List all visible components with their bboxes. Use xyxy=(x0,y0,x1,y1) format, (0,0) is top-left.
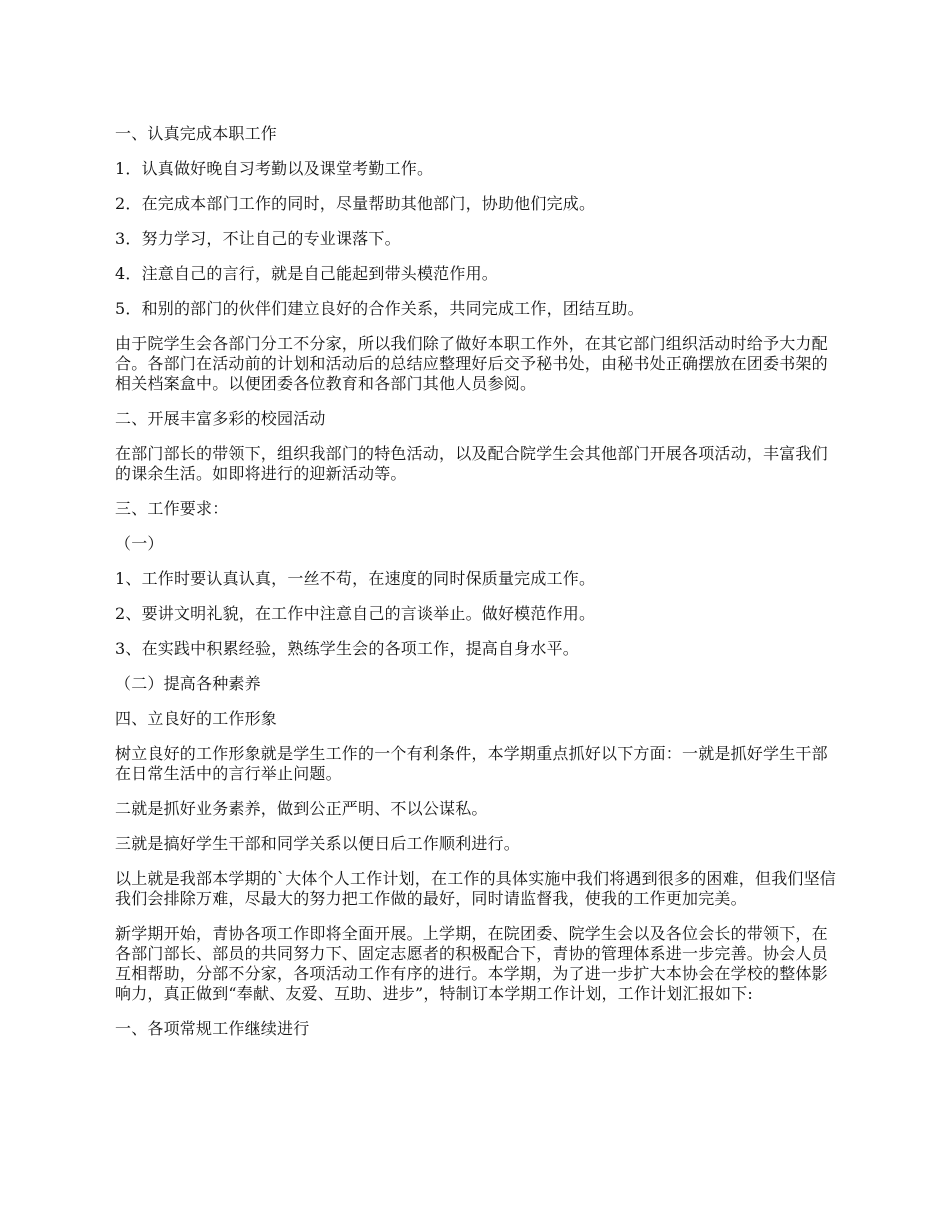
paragraph-image: 树立良好的工作形象就是学生工作的一个有利条件，本学期重点抓好以下方面：一就是抓好学生干部在日常生活中的言行举止问题。 xyxy=(115,744,828,783)
heading-4: 四、立良好的工作形象 xyxy=(115,709,278,728)
paragraph-summary: 以上就是我部本学期的`大体个人工作计划，在工作的具体实施中我们将遇到很多的困难，但我们坚信我们会排除万难，尽最大的努力把工作做的最好，同时请监督我，使我的工作更加完美。 xyxy=(115,869,837,908)
paragraph-second: 二就是抓好业务素养，做到公正严明、不以公谋私。 xyxy=(115,799,488,818)
subheading-1: （一） xyxy=(115,534,164,553)
list-item-2: 2．在完成本部门工作的同时，尽量帮助其他部门，协助他们完成。 xyxy=(115,194,596,213)
list-item-5: 5．和别的部门的伙伴们建立良好的合作关系，共同完成工作，团结互助。 xyxy=(115,299,644,318)
subheading-2: （二）提高各种素养 xyxy=(115,674,261,693)
document-body xyxy=(115,124,843,1039)
paragraph-cooperation: 由于院学生会各部门分工不分家，所以我们除了做好本职工作外，在其它部门组织活动时给予大力配合。各部门在活动前的计划和活动后的总结应整理好后交予秘书处，由秘书处正确摆放在团委书架的相关档案盒中。以便团委各位教育和各部门其他人员参阅。 xyxy=(115,334,828,393)
heading-1: 一、认真完成本职工作 xyxy=(115,124,278,143)
requirement-item-2: 2、要讲文明礼貌，在工作中注意自己的言谈举止。做好模范作用。 xyxy=(115,604,596,623)
requirement-item-1: 1、工作时要认真认真，一丝不苟，在速度的同时保质量完成工作。 xyxy=(115,569,596,588)
paragraph-third: 三就是搞好学生干部和同学关系以便日后工作顺利进行。 xyxy=(115,834,521,853)
list-item-1: 1．认真做好晚自习考勤以及课堂考勤工作。 xyxy=(115,159,434,178)
heading-3: 三、工作要求： xyxy=(115,499,229,518)
list-item-3: 3．努力学习，不让自己的专业课落下。 xyxy=(115,229,401,248)
heading-2: 二、开展丰富多彩的校园活动 xyxy=(115,409,326,428)
paragraph-new-semester: 新学期开始，青协各项工作即将全面开展。上学期，在院团委、院学生会以及各位会长的带领下，在各部门部长、部员的共同努力下、固定志愿者的积极配合下，青协的管理体系进一步完善。协会人员互相帮助，分部不分家，各项活动工作有序的进行。本学期，为了进一步扩大本协会在学校的整体影响力，真正做到“奉献、友爱、互助、进步”，特制订本学期工作计划，工作计划汇报如下: xyxy=(115,924,828,1003)
paragraph-activities: 在部门部长的带领下，组织我部门的特色活动，以及配合院学生会其他部门开展各项活动，丰富我们的课余生活。如即将进行的迎新活动等。 xyxy=(115,444,828,483)
requirement-item-3: 3、在实践中积累经验，熟练学生会的各项工作，提高自身水平。 xyxy=(115,639,579,658)
list-item-4: 4．注意自己的言行，就是自己能起到带头模范作用。 xyxy=(115,264,498,283)
heading-5: 一、各项常规工作继续进行 xyxy=(115,1019,310,1038)
